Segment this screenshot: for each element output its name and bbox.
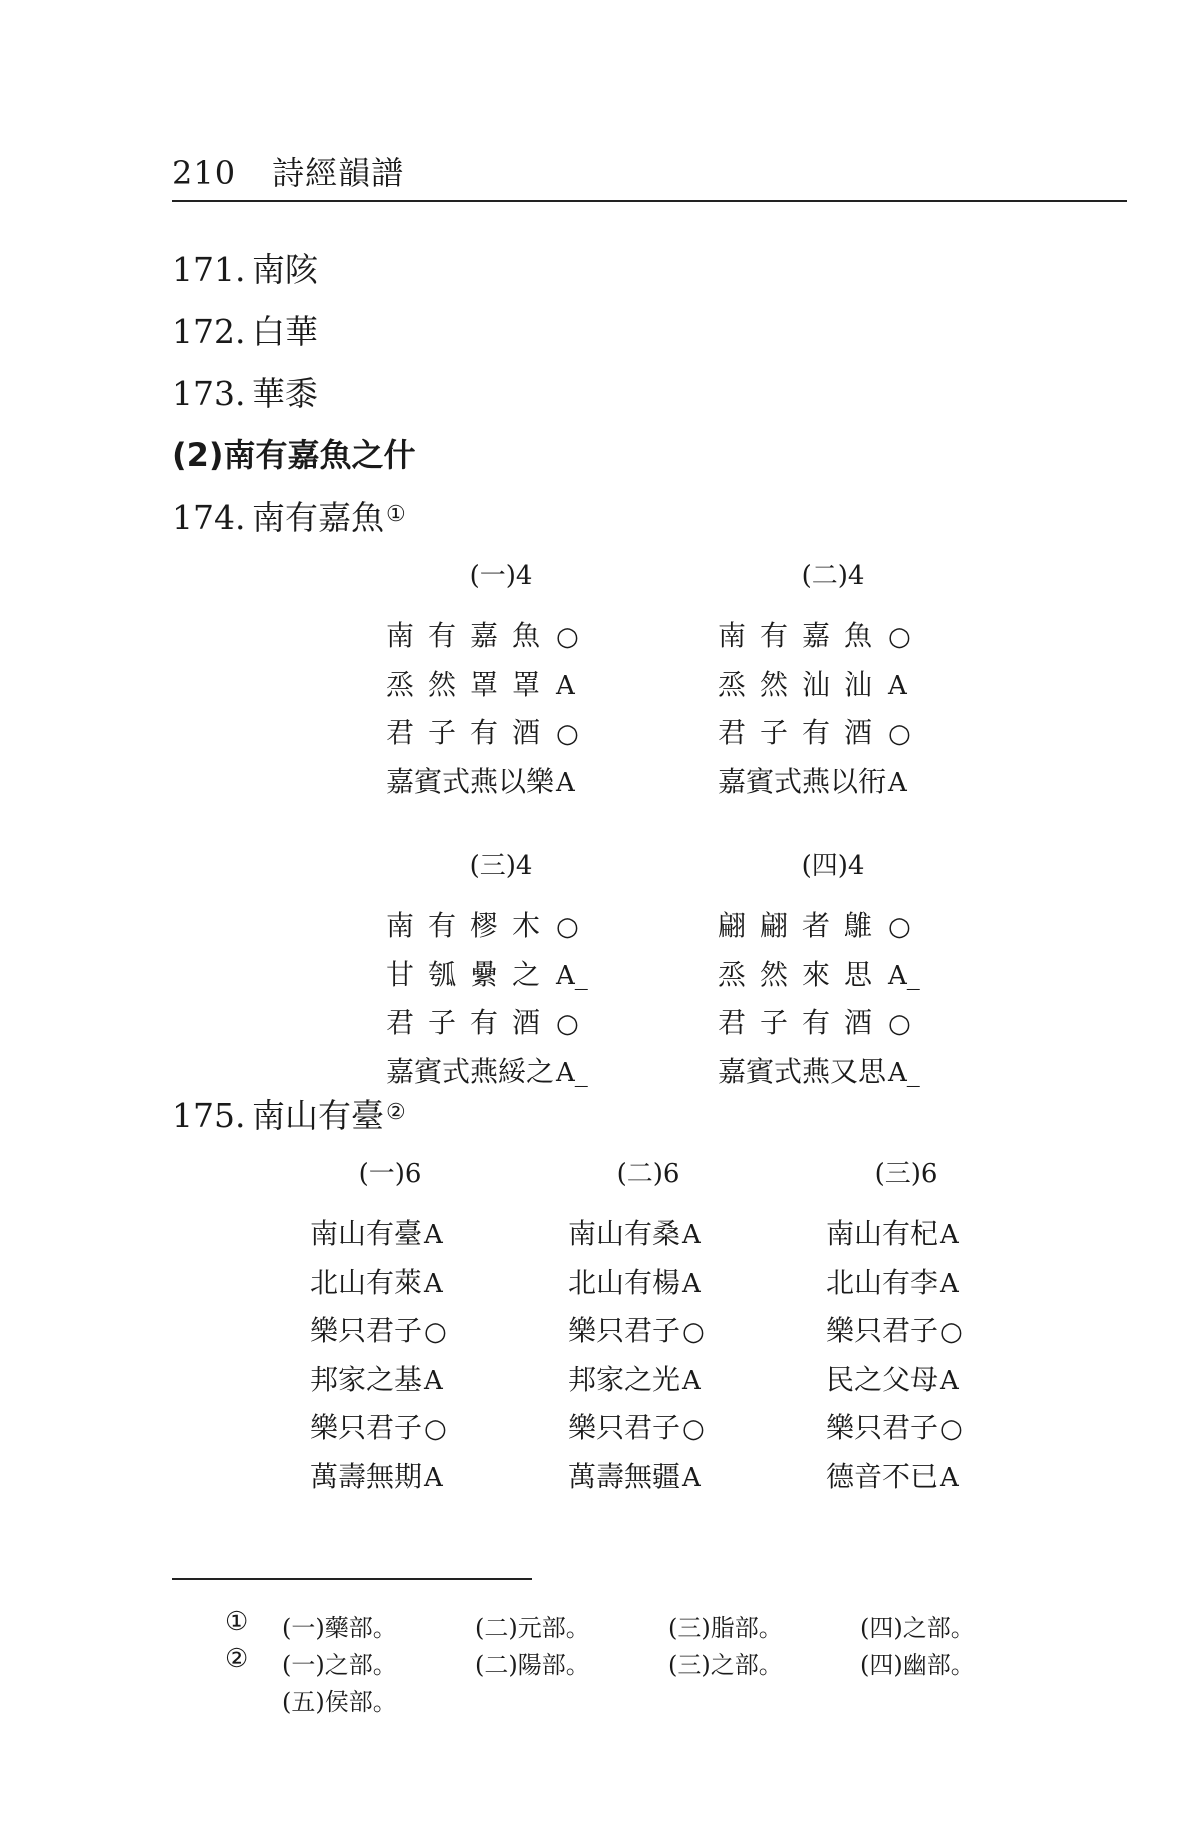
entry-175 (172, 1090, 406, 1137)
verse-text: 樂只君子 (826, 1314, 939, 1347)
rhyme-mark: A (424, 1268, 443, 1299)
verse-line (386, 951, 616, 1000)
rhyme-mark: A_ (556, 1057, 588, 1088)
footnote-item: (一)藥部。 (282, 1614, 397, 1642)
verse-line (826, 1356, 986, 1405)
verse-text: 烝然汕汕 (718, 667, 887, 701)
verse-line (718, 999, 948, 1048)
entry-number: 173. (172, 374, 246, 413)
rhyme-mark: A_ (556, 960, 588, 991)
verse-line (826, 1210, 986, 1259)
verse-line (568, 1356, 728, 1405)
rhyme-mark: ○ (424, 1317, 447, 1347)
rhyme-mark: ○ (556, 622, 579, 652)
stanza-174-1 (386, 555, 616, 806)
rhyme-mark: A (888, 767, 907, 798)
rhyme-mark: A (424, 1462, 443, 1493)
verse-text: 烝然來思 (718, 957, 887, 991)
verse-text: 烝然罩罩 (386, 667, 555, 701)
rhyme-mark: A (940, 1365, 959, 1396)
entry-title: 南有嘉魚 (252, 498, 384, 537)
footnote-rule (172, 1578, 532, 1580)
verse-line (718, 709, 948, 758)
rhyme-mark: A (940, 1220, 959, 1250)
verse-text: 樂只君子 (568, 1314, 681, 1347)
rhyme-mark: A (682, 1365, 701, 1396)
verse-text: 君子有酒 (718, 716, 887, 749)
stanza-title: (三)6 (874, 1159, 938, 1189)
entry-title: 白華 (252, 312, 318, 351)
verse-text: 翩翩者鵻 (718, 909, 887, 942)
rhyme-mark: ○ (888, 912, 911, 942)
verse-text: 君子有酒 (718, 1006, 887, 1039)
rhyme-mark: ○ (682, 1414, 705, 1444)
verse-line (826, 1259, 986, 1308)
verse-line (310, 1453, 470, 1502)
rhyme-mark: A (556, 767, 575, 798)
verse-text: 樂只君子 (310, 1411, 423, 1444)
rhyme-mark: ○ (424, 1414, 447, 1444)
rhyme-mark: A (682, 1268, 701, 1299)
verse-line (386, 661, 616, 710)
verse-line (310, 1404, 470, 1453)
verse-line (826, 1404, 986, 1453)
stanza-title: (一)6 (358, 1159, 422, 1189)
verse-text: 邦家之光 (568, 1362, 681, 1396)
rhyme-mark: ○ (888, 1009, 911, 1039)
verse-text: 嘉賓式燕綏之 (386, 1054, 555, 1088)
footnote-item: (四)幽部。 (860, 1651, 975, 1679)
verse-line (310, 1307, 470, 1356)
verse-text: 嘉賓式燕又思 (718, 1054, 887, 1088)
verse-line (386, 902, 616, 951)
verse-text: 德音不已 (826, 1459, 939, 1493)
verse-text: 嘉賓式燕以樂 (386, 764, 555, 798)
verse-line (718, 758, 948, 807)
verse-line (386, 1048, 616, 1097)
entry-title: 華黍 (252, 374, 318, 413)
stanza-title: (二)6 (616, 1159, 680, 1189)
verse-line (568, 1259, 728, 1308)
footnote-item: (四)之部。 (860, 1614, 975, 1642)
page-number: 210 (172, 154, 237, 192)
verse-text: 北山有萊 (310, 1265, 423, 1299)
stanza-174-3 (386, 845, 616, 1096)
footnote-item: (二)陽部。 (475, 1651, 590, 1679)
footnote-ref: ② (386, 1100, 406, 1125)
rhyme-mark: ○ (940, 1317, 963, 1347)
verse-line (568, 1210, 728, 1259)
rhyme-mark: A (682, 1462, 701, 1493)
footnote-item: (三)脂部。 (668, 1614, 783, 1642)
rhyme-mark: A_ (888, 1057, 920, 1088)
entry-171 (172, 244, 318, 291)
verse-line (718, 951, 948, 1000)
footnote-item: (一)之部。 (282, 1651, 397, 1679)
verse-text: 萬壽無期 (310, 1459, 423, 1493)
verse-text: 萬壽無疆 (568, 1459, 681, 1493)
stanza-title: (二)4 (801, 561, 865, 591)
entry-174 (172, 492, 406, 539)
verse-line (718, 1048, 948, 1097)
rhyme-mark: A (682, 1220, 701, 1250)
verse-text: 樂只君子 (826, 1411, 939, 1444)
verse-text: 樂只君子 (568, 1411, 681, 1444)
verse-text: 民之父母 (826, 1362, 939, 1396)
footnote-item: (二)元部。 (475, 1614, 590, 1642)
verse-line (386, 758, 616, 807)
footnote-item: (三)之部。 (668, 1651, 783, 1679)
verse-line (386, 709, 616, 758)
rhyme-mark: ○ (888, 622, 911, 652)
rhyme-mark: ○ (556, 912, 579, 942)
rhyme-mark: ○ (940, 1414, 963, 1444)
verse-text: 嘉賓式燕以衎 (718, 764, 887, 798)
verse-line (386, 612, 616, 661)
verse-line (826, 1307, 986, 1356)
entry-173 (172, 368, 318, 415)
rhyme-mark: ○ (556, 1009, 579, 1039)
stanza-title: (三)4 (469, 851, 533, 881)
stanza-title: (四)4 (801, 851, 865, 881)
rhyme-mark: A (556, 670, 575, 701)
footnote-ref: ① (386, 502, 406, 527)
footnote-index: ① (225, 1607, 249, 1637)
stanza-174-4 (718, 845, 948, 1096)
verse-text: 甘瓠纍之 (386, 957, 555, 991)
verse-text: 北山有李 (826, 1265, 939, 1299)
verse-line (718, 661, 948, 710)
verse-text: 樂只君子 (310, 1314, 423, 1347)
entry-title: 南陔 (252, 250, 318, 289)
rhyme-mark: A (424, 1220, 443, 1250)
verse-line (826, 1453, 986, 1502)
verse-line (310, 1259, 470, 1308)
verse-line (718, 902, 948, 951)
footnote-index: ② (225, 1644, 249, 1674)
verse-text: 南有樛木 (386, 909, 555, 942)
entry-title: 南山有臺 (252, 1096, 384, 1135)
rhyme-mark: A (940, 1268, 959, 1299)
rhyme-mark: A (940, 1462, 959, 1493)
rhyme-mark: A (424, 1365, 443, 1396)
verse-line (568, 1307, 728, 1356)
verse-text: 北山有楊 (568, 1265, 681, 1299)
footnote-item: (五)侯部。 (282, 1688, 397, 1716)
rhyme-mark: ○ (888, 719, 911, 749)
entry-number: 175. (172, 1096, 246, 1135)
verse-line (310, 1356, 470, 1405)
verse-text: 南山有杞 (826, 1217, 939, 1250)
verse-line (568, 1404, 728, 1453)
entry-number: 172. (172, 312, 246, 351)
verse-text: 南有嘉魚 (718, 619, 887, 652)
entry-172 (172, 306, 318, 353)
verse-line (310, 1210, 470, 1259)
verse-text: 君子有酒 (386, 716, 555, 749)
rhyme-mark: ○ (556, 719, 579, 749)
header-rule (172, 200, 1127, 202)
book-title: 詩經韻譜 (272, 154, 405, 192)
rhyme-mark: A (888, 670, 907, 701)
verse-text: 南有嘉魚 (386, 619, 555, 652)
verse-text: 南山有臺 (310, 1217, 423, 1250)
stanza-175-2 (568, 1153, 728, 1501)
running-header (172, 148, 404, 194)
stanza-174-2 (718, 555, 948, 806)
verse-line (568, 1453, 728, 1502)
verse-line (718, 612, 948, 661)
entry-number: 171. (172, 250, 246, 289)
stanza-title: (一)4 (469, 561, 533, 591)
stanza-175-1 (310, 1153, 470, 1501)
verse-text: 邦家之基 (310, 1362, 423, 1396)
verse-line (386, 999, 616, 1048)
rhyme-mark: A_ (888, 960, 920, 991)
verse-text: 南山有桑 (568, 1217, 681, 1250)
entry-number: 174. (172, 498, 246, 537)
verse-text: 君子有酒 (386, 1006, 555, 1039)
stanza-175-3 (826, 1153, 986, 1501)
section-heading: (2)南有嘉魚之什 (172, 436, 416, 474)
rhyme-mark: ○ (682, 1317, 705, 1347)
